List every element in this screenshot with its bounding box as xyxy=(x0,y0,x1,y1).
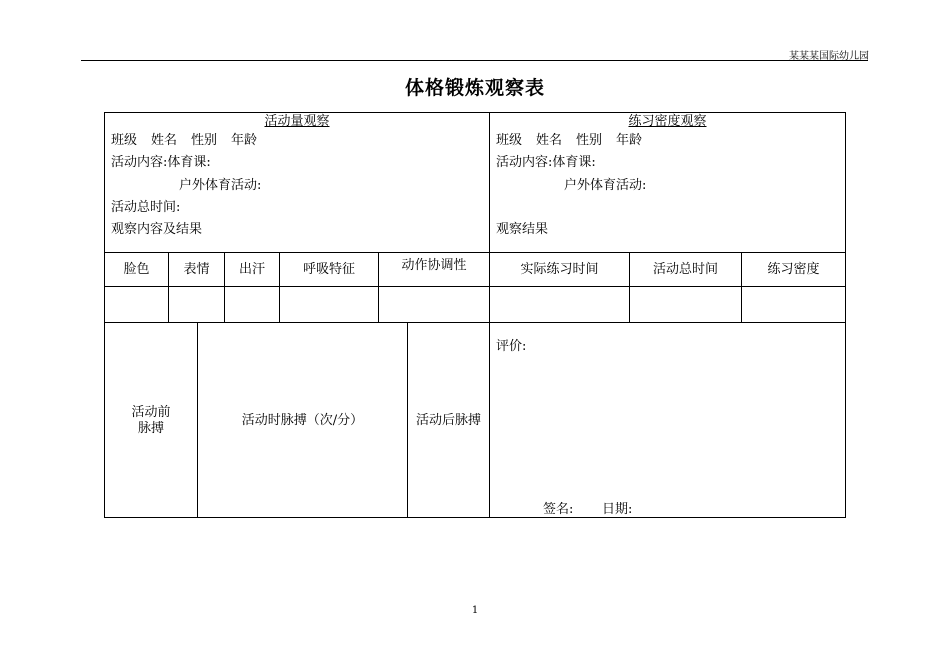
col-header-density: 练习密度 xyxy=(767,261,820,277)
date-label: 日期: xyxy=(602,502,633,517)
field-age: 年龄 xyxy=(231,133,258,148)
right-section-heading: 练习密度观察 xyxy=(628,114,707,129)
institution-name: 某某某国际幼儿园 xyxy=(789,51,869,62)
pulse-before-line1: 活动前 xyxy=(131,404,171,420)
field-name: 姓名 xyxy=(151,133,178,148)
pulse-during-label: 活动时脉搏（次/分） xyxy=(241,412,364,428)
left-content-label: 活动内容:体育课: xyxy=(111,155,211,170)
pulse-after-label: 活动后脉搏 xyxy=(415,412,481,428)
field-class: 班级 xyxy=(496,133,523,148)
page-title: 体格锻炼观察表 xyxy=(404,77,545,99)
right-outdoor-label: 户外体育活动: xyxy=(564,178,647,193)
col-header-total-time: 活动总时间 xyxy=(652,261,718,277)
left-outdoor-label: 户外体育活动: xyxy=(179,178,262,193)
left-student-fields xyxy=(111,133,257,149)
field-name: 姓名 xyxy=(536,133,563,148)
section-divider xyxy=(489,113,490,517)
right-result-label: 观察结果 xyxy=(496,222,549,237)
observation-form xyxy=(104,112,846,518)
left-result-label: 观察内容及结果 xyxy=(111,222,203,237)
row-divider-header xyxy=(105,286,845,287)
pulse-before-line2: 脉搏 xyxy=(137,420,164,436)
signature-label: 签名: xyxy=(543,502,574,517)
col-header-sweat: 出汗 xyxy=(238,261,265,277)
field-age: 年龄 xyxy=(616,133,643,148)
header-divider xyxy=(81,60,868,61)
field-gender: 性别 xyxy=(576,133,603,148)
right-student-fields xyxy=(496,133,642,149)
col-header-breathing: 呼吸特征 xyxy=(302,261,355,277)
col-header-coordination: 动作协调性 xyxy=(401,258,467,273)
col-header-expression: 表情 xyxy=(183,261,210,277)
col-header-practice-time: 实际练习时间 xyxy=(520,261,599,277)
page-number: 1 xyxy=(471,605,479,616)
evaluation-label: 评价: xyxy=(496,339,527,354)
pulse-before-label xyxy=(105,323,197,518)
field-gender: 性别 xyxy=(191,133,218,148)
field-class: 班级 xyxy=(111,133,138,148)
left-section-heading: 活动量观察 xyxy=(264,114,330,129)
right-content-label: 活动内容:体育课: xyxy=(496,155,596,170)
col-header-complexion: 脸色 xyxy=(123,261,150,277)
left-total-time-label: 活动总时间: xyxy=(111,200,181,215)
